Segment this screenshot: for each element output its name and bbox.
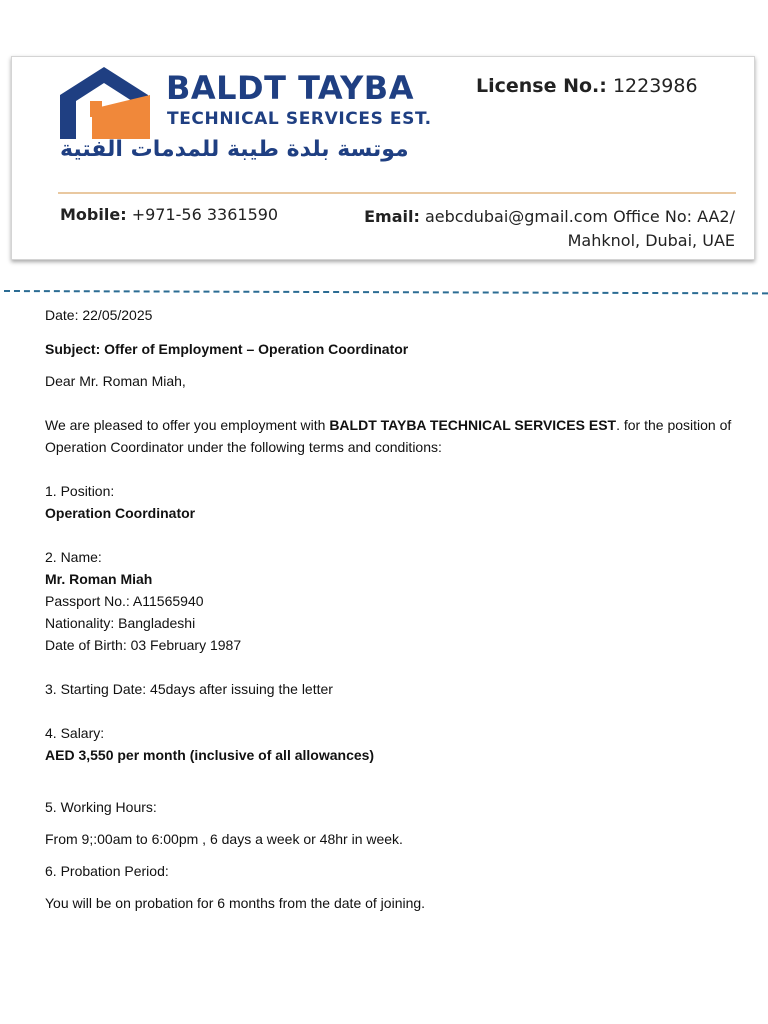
name-value: Mr. Roman Miah [45,571,153,587]
office-value: AA2/ [697,207,735,226]
intro-text-after: . for the position of Operation Coordinator under the following terms and conditions: [45,417,732,455]
letterhead-divider [58,192,736,194]
starting-date: 3. Starting Date: 45days after issuing the letter [45,681,333,697]
salutation: Dear Mr. Roman Miah, [45,373,186,389]
license-number: 1223986 [612,75,698,97]
mobile-line [60,205,278,224]
company-subtitle: TECHNICAL SERVICES EST. [167,109,432,129]
office-label: Office No: [613,207,692,226]
salary-value: AED 3,550 per month (inclusive of all allowances) [45,747,375,763]
working-hours-heading: 5. Working Hours: [45,799,157,815]
intro-company-name: BALDT TAYBA TECHNICAL SERVICES EST [329,417,617,433]
position-heading: 1. Position: [45,483,115,499]
license-line [476,75,698,97]
email-value: aebcdubai@gmail.com [424,207,608,226]
probation-heading: 6. Probation Period: [45,863,169,879]
date-of-birth: Date of Birth: 03 February 1987 [45,637,242,653]
intro-paragraph [45,414,735,458]
intro-text-before: We are pleased to offer you employment with [45,417,330,433]
position-value: Operation Coordinator [45,505,196,521]
address: Mahknol, Dubai, UAE [567,231,735,250]
license-label: License No.: [476,75,607,97]
working-hours-value: From 9;:00am to 6:00pm , 6 days a week or 48hr in week. [45,831,403,847]
mobile-label: Mobile: [60,205,127,224]
nationality: Nationality: Bangladeshi [45,615,196,631]
email-label: Email: [364,207,420,226]
letter-subject: Subject: Offer of Employment – Operation Coordinator [45,341,409,357]
mobile-value: +971-56 3361590 [131,205,279,224]
company-name: BALDT TAYBA [166,69,414,107]
company-name-arabic: موتسة بلدة طيبة للمدمات الفتية [60,137,409,162]
dashed-separator [4,290,768,294]
company-logo-house-icon [60,65,152,139]
passport-number: Passport No.: A11565940 [45,593,204,609]
email-office-block [364,205,735,253]
salary-heading: 4. Salary: [45,725,105,741]
letter-date: Date: 22/05/2025 [45,307,153,323]
letter-body [45,304,735,914]
probation-value: You will be on probation for 6 months from the date of joining. [45,895,426,911]
name-heading: 2. Name: [45,549,102,565]
letterhead [11,56,755,260]
email-office-line [364,205,735,229]
